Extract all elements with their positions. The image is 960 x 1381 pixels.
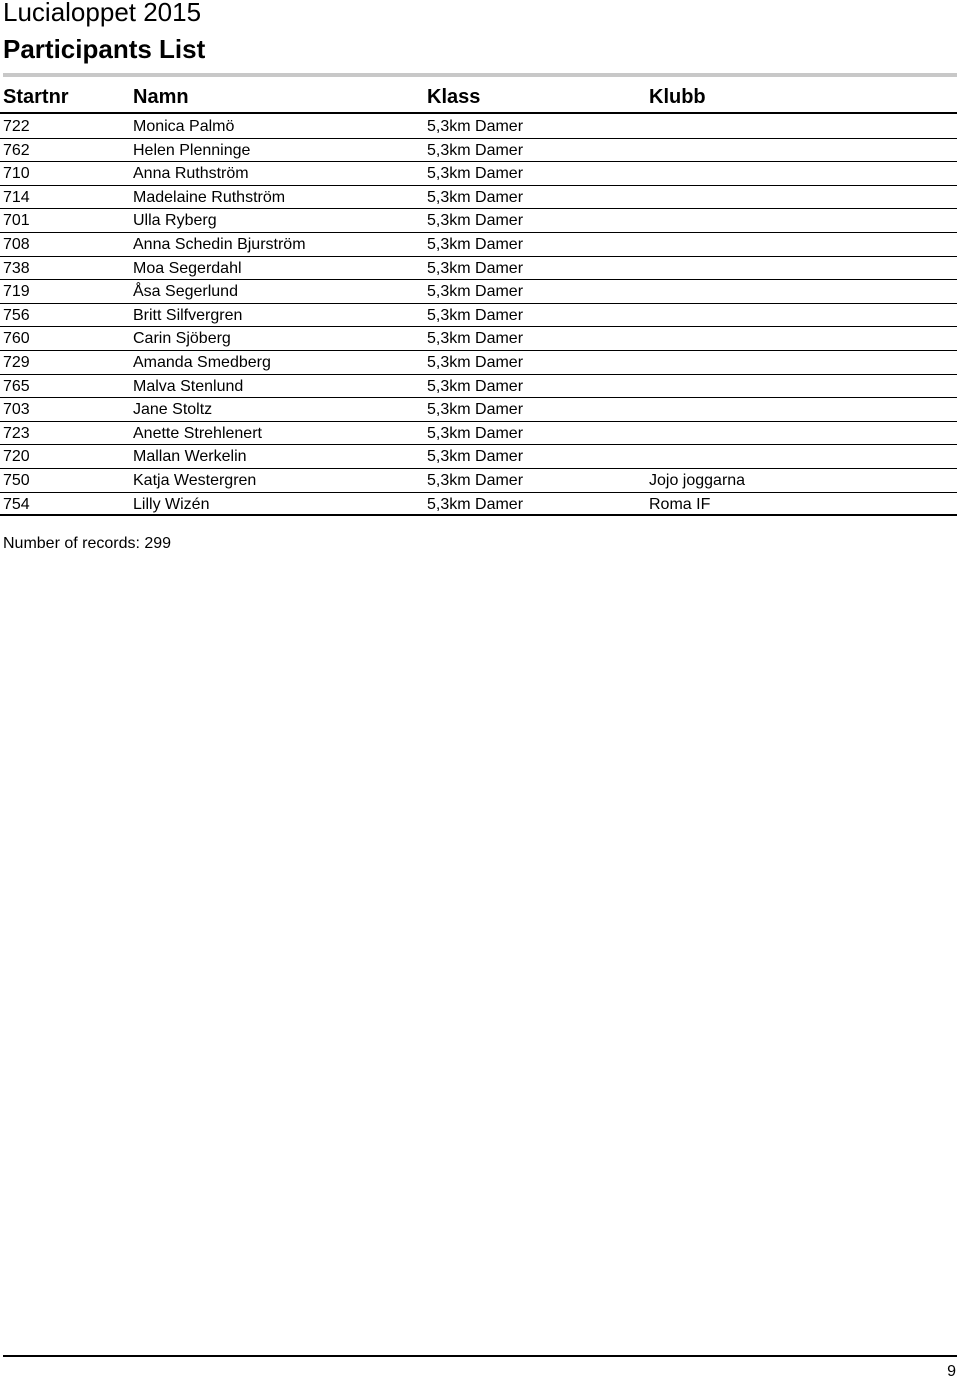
cell-startnr: 720 [3,448,30,466]
cell-klass: 5,3km Damer [427,353,524,371]
cell-klass: 5,3km Damer [427,330,524,348]
cell-klass: 5,3km Damer [427,401,524,419]
cell-namn: Jane Stoltz [133,401,213,419]
table-row [0,115,957,139]
table-row [0,493,957,517]
cell-startnr: 710 [3,165,30,183]
table-row [0,351,957,375]
cell-startnr: 703 [3,401,30,419]
cell-klass: 5,3km Damer [427,259,524,277]
table-row [0,445,957,469]
cell-startnr: 762 [3,141,30,159]
cell-klass: 5,3km Damer [427,424,524,442]
participants-table-body [0,115,957,516]
cell-klass: 5,3km Damer [427,118,524,135]
table-row [0,186,957,210]
cell-startnr: 714 [3,188,30,206]
cell-startnr: 765 [3,377,30,395]
cell-startnr: 760 [3,330,30,348]
cell-klass: 5,3km Damer [427,471,524,489]
page-number: 9 [947,1363,956,1380]
cell-klass: 5,3km Damer [427,141,524,159]
cell-namn: Anette Strehlenert [133,424,262,442]
table-row [0,139,957,163]
table-row [0,327,957,351]
cell-klass: 5,3km Damer [427,235,524,253]
table-row [0,233,957,257]
cell-startnr: 750 [3,471,30,489]
table-row [0,375,957,399]
table-row [0,398,957,422]
title-divider [3,73,957,77]
cell-startnr: 708 [3,235,30,253]
cell-startnr: 719 [3,283,30,301]
cell-klass: 5,3km Damer [427,495,524,513]
cell-namn: Malva Stenlund [133,377,244,395]
cell-namn: Katja Westergren [133,471,257,489]
column-header-klass: Klass [427,86,481,108]
table-row [0,422,957,446]
cell-klass: 5,3km Damer [427,306,524,324]
cell-klass: 5,3km Damer [427,188,524,206]
cell-namn: Helen Plenninge [133,141,251,159]
cell-namn: Moa Segerdahl [133,259,242,277]
cell-namn: Carin Sjöberg [133,330,231,348]
cell-namn: Mallan Werkelin [133,448,247,466]
cell-startnr: 723 [3,424,30,442]
table-row [0,469,957,493]
table-row [0,280,957,304]
cell-klubb: Roma IF [649,495,711,513]
cell-namn: Ulla Ryberg [133,212,217,230]
table-header [0,84,957,114]
cell-namn: Anna Schedin Bjurström [133,235,306,253]
cell-klass: 5,3km Damer [427,165,524,183]
cell-startnr: 738 [3,259,30,277]
cell-klass: 5,3km Damer [427,283,524,301]
cell-namn: Åsa Segerlund [133,283,238,301]
page-title: Participants List [3,34,206,64]
column-header-namn: Namn [133,86,189,108]
table-row [0,257,957,281]
cell-klubb: Jojo joggarna [649,471,746,489]
cell-klass: 5,3km Damer [427,212,524,230]
cell-namn: Anna Ruthström [133,165,249,183]
table-row [0,162,957,186]
table-row [0,209,957,233]
cell-startnr: 701 [3,212,30,230]
column-header-startnr: Startnr [3,86,69,108]
table-row [0,304,957,328]
column-header-klubb: Klubb [649,86,706,108]
cell-namn: Lilly Wizén [133,495,210,513]
footer-divider [3,1355,957,1357]
records-count: Number of records: 299 [3,535,172,552]
cell-startnr: 754 [3,495,30,513]
cell-namn: Madelaine Ruthström [133,188,286,206]
cell-startnr: 722 [3,118,30,135]
event-title: Lucialoppet 2015 [3,0,202,27]
cell-namn: Britt Silfvergren [133,306,243,324]
cell-namn: Amanda Smedberg [133,353,271,371]
cell-klass: 5,3km Damer [427,448,524,466]
cell-klass: 5,3km Damer [427,377,524,395]
cell-startnr: 729 [3,353,30,371]
cell-namn: Monica Palmö [133,118,235,135]
cell-startnr: 756 [3,306,30,324]
